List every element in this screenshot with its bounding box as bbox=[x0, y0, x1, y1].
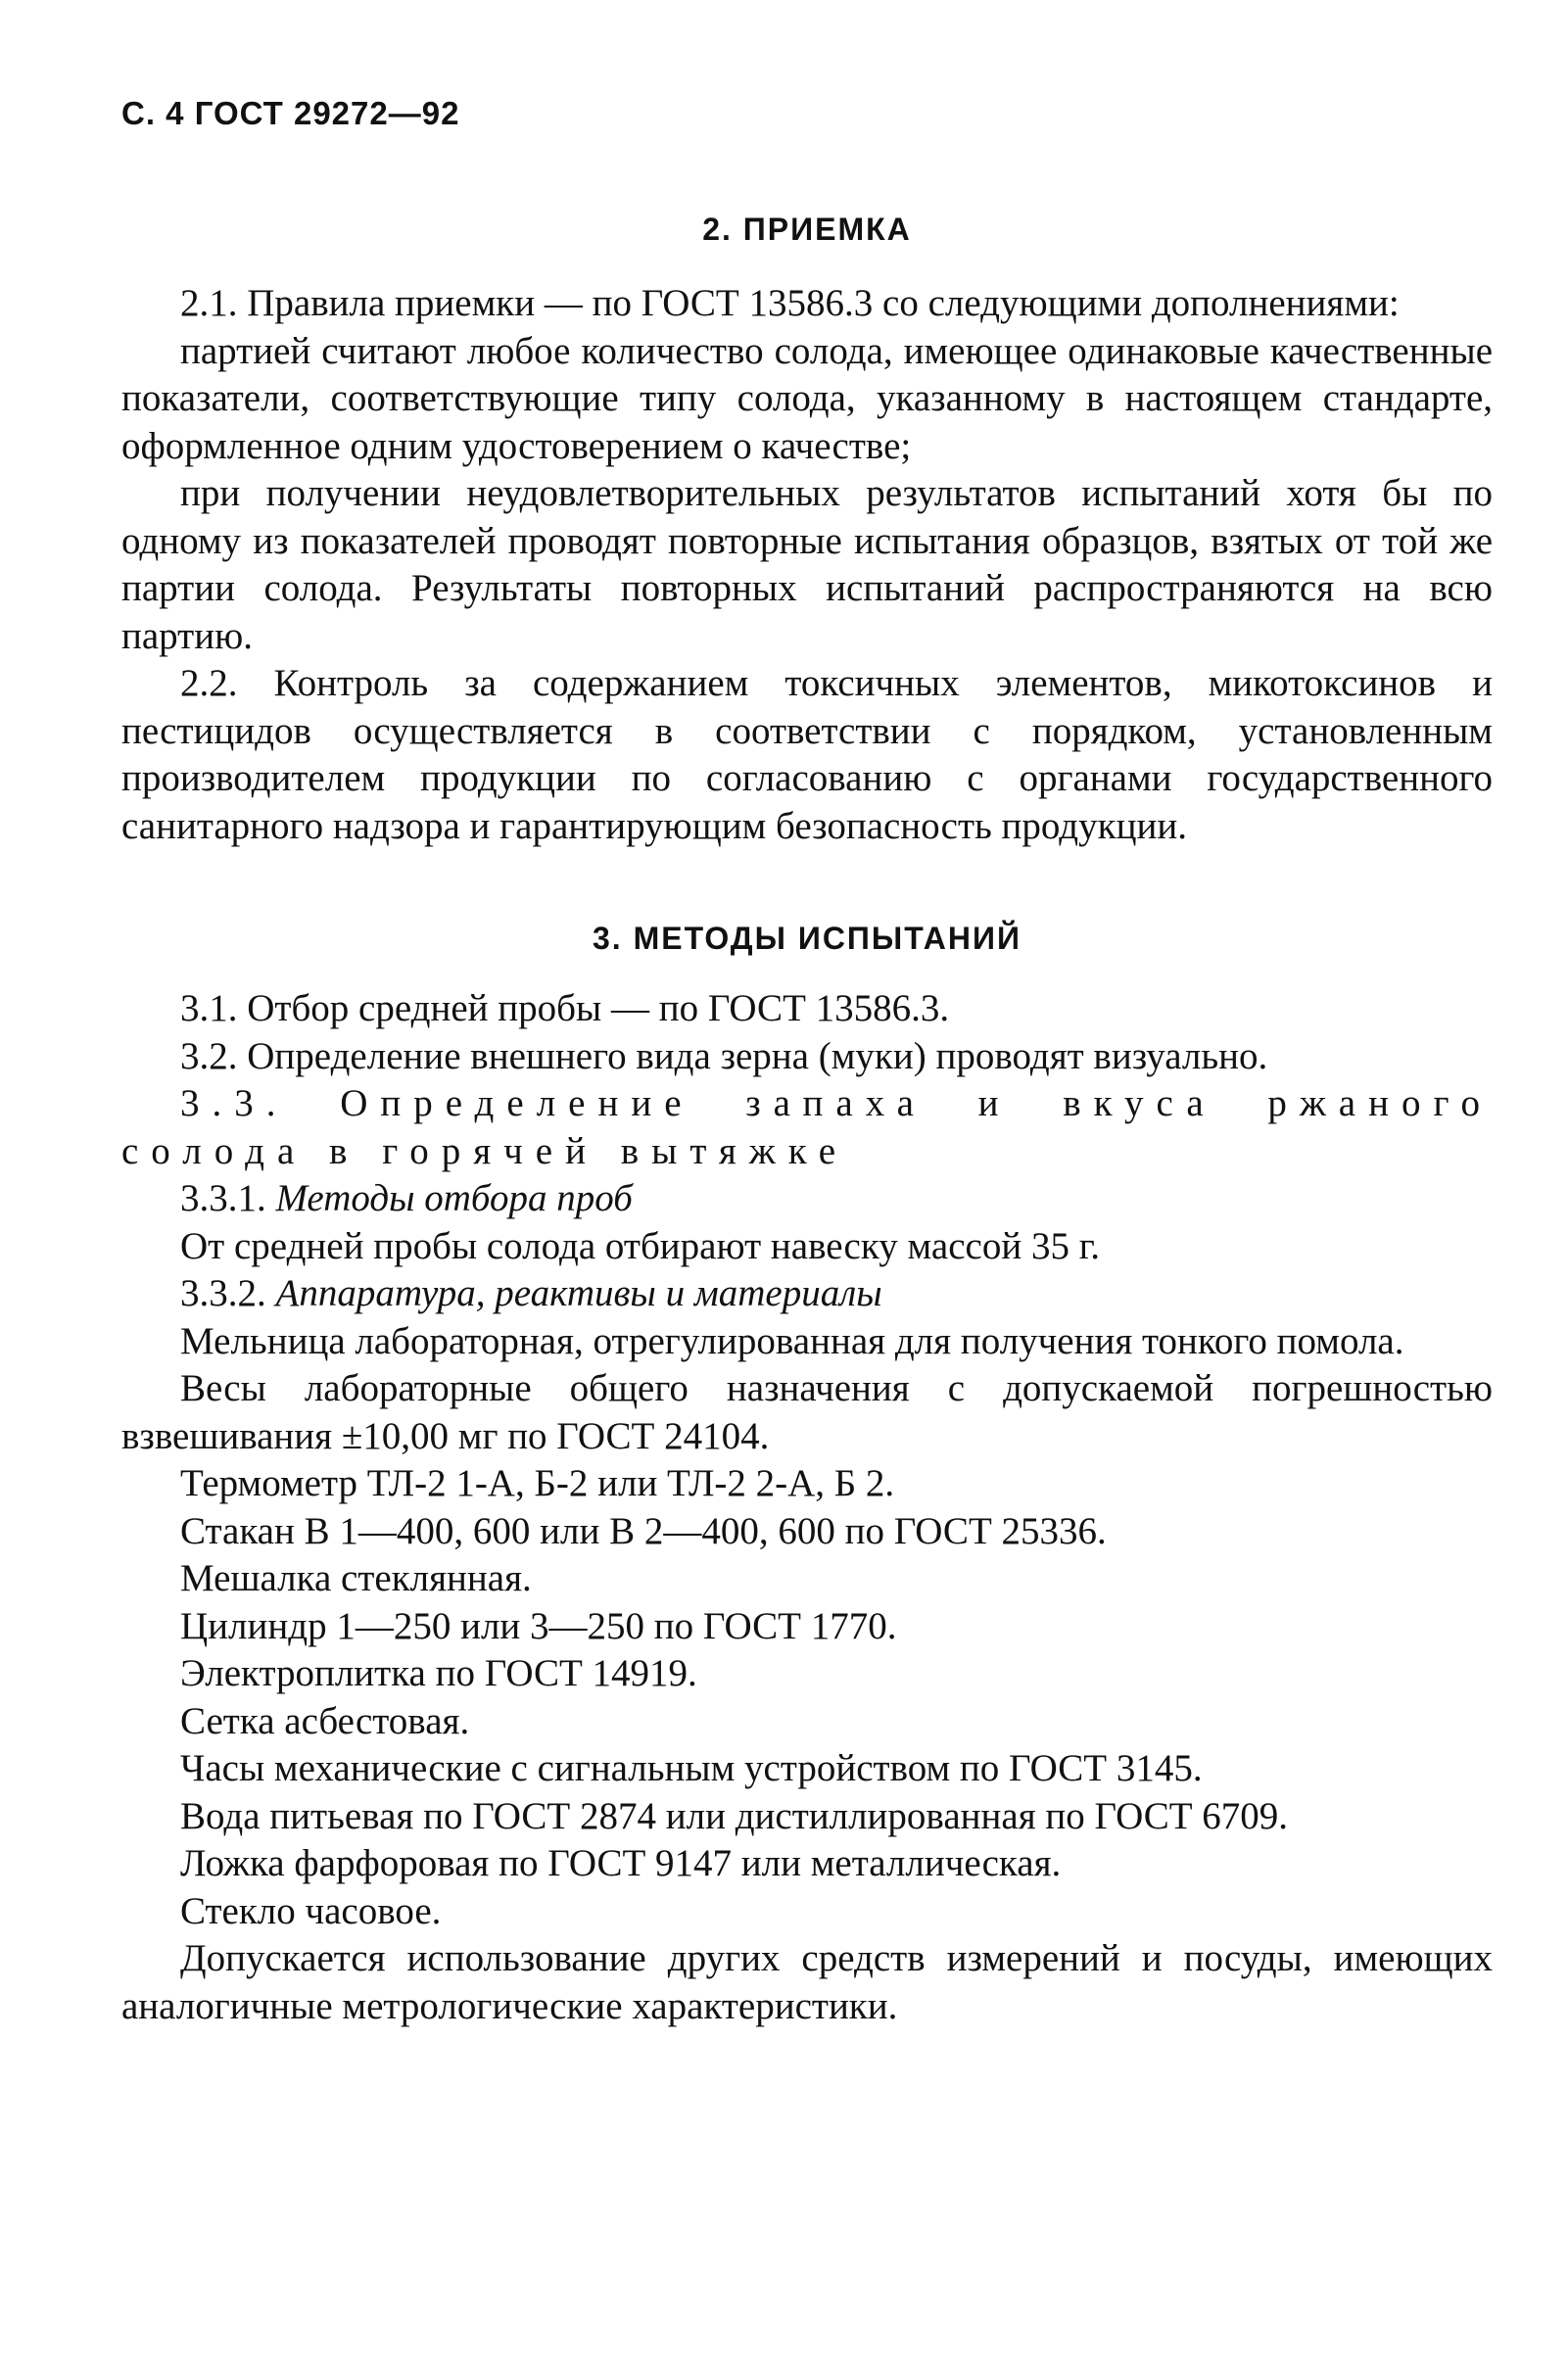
equipment-item-substitution-note: Допускается использование других средств измерений и посуды, имеющих аналогичные метрологические характеристики. bbox=[121, 1937, 1493, 2027]
equipment-item-spoon: Ложка фарфоровая по ГОСТ 9147 или металлическая. bbox=[180, 1842, 1062, 1884]
paragraph-2-1: 2.1. Правила приемки — по ГОСТ 13586.3 со следующими дополнениями: bbox=[180, 282, 1400, 324]
equipment-item-hotplate: Электроплитка по ГОСТ 14919. bbox=[180, 1652, 697, 1694]
subsection-3-3-1-title: Методы отбора проб bbox=[275, 1177, 633, 1219]
subsection-3-3-2-number: 3.3.2. bbox=[180, 1272, 266, 1314]
equipment-item-stirrer: Мешалка стеклянная. bbox=[180, 1557, 532, 1599]
running-head: С. 4 ГОСТ 29272—92 bbox=[121, 95, 460, 131]
subsection-3-3-1-heading bbox=[121, 1175, 1493, 1223]
equipment-item-water: Вода питьевая по ГОСТ 2874 или дистиллированная по ГОСТ 6709. bbox=[180, 1794, 1289, 1837]
subsection-3-3-2-title: Аппаратура, реактивы и материалы bbox=[275, 1272, 882, 1314]
subsection-3-3-2-heading bbox=[121, 1270, 1493, 1318]
equipment-item-mill: Мельница лабораторная, отрегулированная для получения тонкого помола. bbox=[180, 1319, 1404, 1362]
equipment-item-timer: Часы механические с сигнальным устройством по ГОСТ 3145. bbox=[180, 1747, 1203, 1789]
paragraph-3-2: 3.2. Определение внешнего вида зерна (муки) проводят визуально. bbox=[180, 1034, 1268, 1077]
paragraph-2-2: 2.2. Контроль за содержанием токсичных элементов, микотоксинов и пестицидов осуществляется в соответствии с порядком, установленным производителем продукции по согласованию с органами государственного санитарного надзора и гарантирующим безопасность продукции. bbox=[121, 662, 1493, 847]
equipment-item-beaker: Стакан В 1—400, 600 или В 2—400, 600 по ГОСТ 25336. bbox=[180, 1509, 1107, 1552]
equipment-item-watch-glass: Стекло часовое. bbox=[180, 1889, 442, 1932]
section-2-title: 2. ПРИЕМКА bbox=[702, 212, 912, 247]
paragraph-sample-weight: От средней пробы солода отбирают навеску массой 35 г. bbox=[180, 1224, 1101, 1267]
subsection-3-3-title: 3.3. Определение запаха и вкуса ржаного солода в горячей вытяжке bbox=[121, 1082, 1493, 1172]
section-3-title: 3. МЕТОДЫ ИСПЫТАНИЙ bbox=[593, 921, 1022, 956]
equipment-item-cylinder: Цилиндр 1—250 или 3—250 по ГОСТ 1770. bbox=[180, 1604, 897, 1647]
equipment-item-asbestos-mesh: Сетка асбестовая. bbox=[180, 1699, 470, 1742]
paragraph-3-1: 3.1. Отбор средней пробы — по ГОСТ 13586.3. bbox=[180, 987, 950, 1029]
equipment-item-thermometer: Термометр ТЛ-2 1-А, Б-2 или ТЛ-2 2-А, Б 2. bbox=[180, 1462, 895, 1504]
document-page bbox=[121, 94, 1493, 2030]
paragraph-retest: при получении неудовлетворительных результатов испытаний хотя бы по одному из показателей проводят повторные испытания образцов, взятых от той же партии солода. Результаты повторных испытаний распространяются на всю партию. bbox=[121, 472, 1493, 657]
paragraph-batch-definition: партией считают любое количество солода, имеющее одинаковые качественные показатели, соответствующие типу солода, указанному в настоящем стандарте, оформленное одним удостоверением о качестве; bbox=[121, 329, 1493, 467]
subsection-3-3-1-number: 3.3.1. bbox=[180, 1177, 266, 1219]
equipment-item-scales: Весы лабораторные общего назначения с допускаемой погрешностью взвешивания ±10,00 мг по ГОСТ 24104. bbox=[121, 1367, 1493, 1457]
